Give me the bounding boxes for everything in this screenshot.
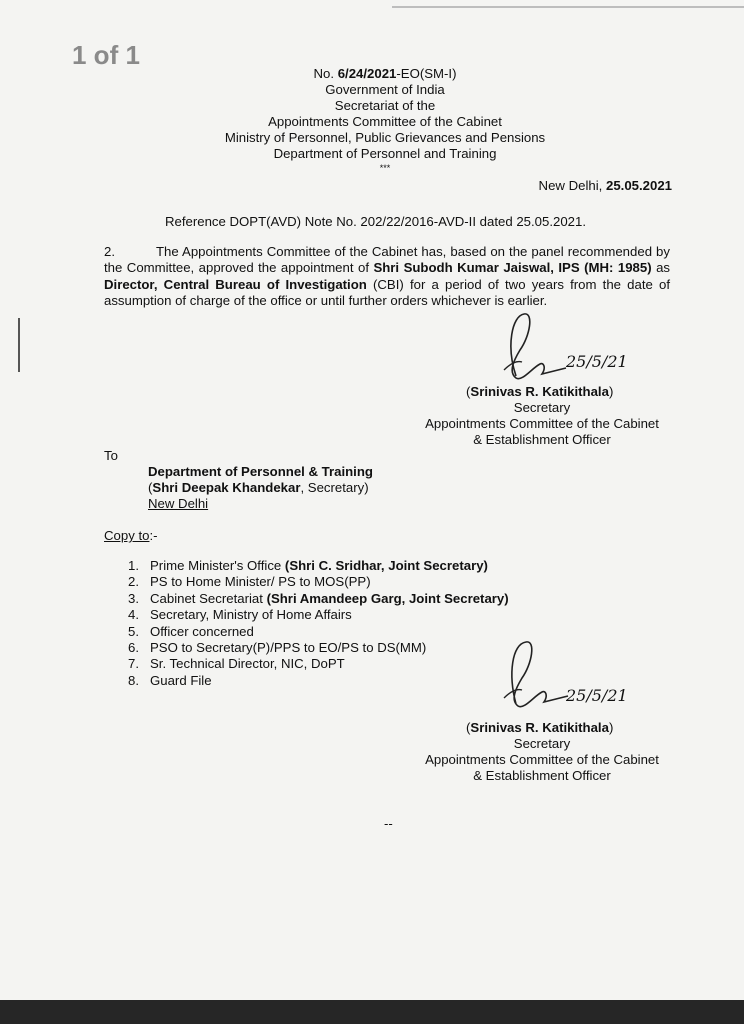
signatory-name: (Srinivas R. Katikithala) [466,384,614,399]
list-item: 5. Officer concerned [128,623,254,639]
signatory-role: & Establishment Officer [473,432,611,447]
list-item: 3. Cabinet Secretariat (Shri Amandeep Garg, Joint Secretary) [128,590,509,606]
to-city: New Delhi [148,496,209,511]
header-department: Department of Personnel and Training [273,146,497,161]
date-line: New Delhi, 25.05.2021 [538,178,672,193]
header-committee: Appointments Committee of the Cabinet [268,114,502,129]
list-item: 1. Prime Minister's Office (Shri C. Sridhar, Joint Secretary) [128,558,488,573]
signatory-title: Secretary [513,400,571,415]
signature-date: 25/5/21 [566,352,628,371]
footer-mark: -- [384,816,393,831]
signatory-name: (Srinivas R. Katikithala) [466,720,614,735]
signatory-org: Appointments Committee of the Cabinet [425,416,659,431]
signatory-role: & Establishment Officer [473,768,611,783]
top-rule [392,6,744,8]
to-department: Department of Personnel & Training [148,464,373,479]
copy-to-label: Copy to:- [104,528,158,543]
paragraph-number: 2. [104,244,115,259]
reference-line: Reference DOPT(AVD) Note No. 202/22/2016-AVD-II dated 25.05.2021. [165,214,587,229]
header-stars: *** [379,163,391,173]
signatory-title: Secretary [513,736,571,751]
header-ministry: Ministry of Personnel, Public Grievances and Pensions [224,130,546,145]
header-secretariat: Secretariat of the [334,98,436,113]
margin-mark [18,318,20,372]
list-item: 7. Sr. Technical Director, NIC, DoPT [128,656,345,672]
order-number: No. 6/24/2021-EO(SM-I) [313,66,457,81]
to-person: (Shri Deepak Khandekar, Secretary) [148,480,369,495]
list-item: 2. PS to Home Minister/ PS to MOS(PP) [128,574,371,590]
list-item: 8. Guard File [128,672,212,688]
signature-scribble [486,632,626,728]
list-item: 6. PSO to Secretary(P)/PPS to EO/PS to DS(MM) [128,640,427,656]
to-label: To [104,448,118,463]
header-government: Government of India [325,82,445,97]
page-count: 1 of 1 [72,40,140,70]
signature-date: 25/5/21 [566,686,628,705]
copy-to-list [128,558,509,689]
main-paragraph: 2. The Appointments Committee of the Cabinet has, based on the panel recommended by the Committee, approved the appointment of Shri Subodh Kumar Jaiswal, IPS (MH: 1985) as Director, Central Bureau of Investigation (CBI) for a period of two years from the date of assumption of charge of the office or until further orders whichever is earlier. [104,244,671,309]
signatory-org: Appointments Committee of the Cabinet [425,752,659,767]
list-item: 4. Secretary, Ministry of Home Affairs [128,607,352,623]
